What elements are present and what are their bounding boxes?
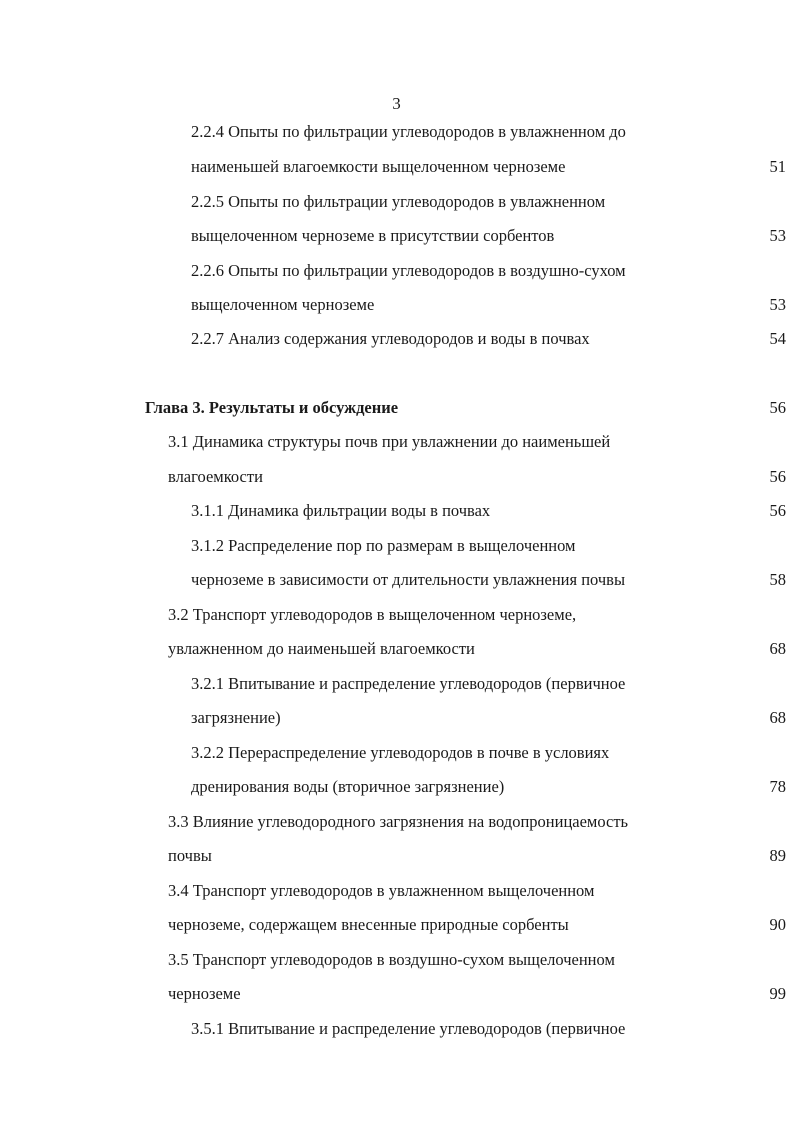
toc-page-number: 56 [769,398,786,417]
toc-entry-line: 3.5 Транспорт углеводородов в воздушно-сухом выщелоченном [168,950,615,969]
page-number: 3 [392,94,401,113]
toc-entry-line: 3.1.1 Динамика фильтрации воды в почвах [191,501,491,520]
toc-entry-line: 3.2 Транспорт углеводородов в выщелоченном черноземе, [168,605,577,624]
toc-entry-line: черноземе в зависимости от длительности увлажнения почвы [191,570,626,589]
toc-page-number: 68 [769,708,786,727]
toc-page-number: 51 [769,157,786,176]
toc-entry-line: 3.1.2 Распределение пор по размерам в выщелоченном [191,536,576,555]
toc-page-number: 68 [769,639,786,658]
toc-entry-line: 2.2.5 Опыты по фильтрации углеводородов в увлажненном [191,192,606,211]
toc-entry-line: черноземе [168,984,241,1003]
toc-entry-line: 3.1 Динамика структуры почв при увлажнении до наименьшей [168,432,611,451]
toc-chapter-heading: Глава 3. Результаты и обсуждение [145,398,399,417]
toc-entry-line: 3.2.2 Перераспределение углеводородов в почве в условиях [191,743,610,762]
toc-page-number: 89 [769,846,786,865]
toc-entry-line: черноземе, содержащем внесенные природные сорбенты [168,915,569,934]
toc-entry-line: 3.5.1 Впитывание и распределение углеводородов (первичное [191,1019,626,1038]
toc-page-number: 54 [769,329,786,348]
toc-page-number: 53 [769,295,786,314]
toc-entry-line: наименьшей влагоемкости выщелоченном черноземе [191,157,566,176]
toc-entry-line: 3.4 Транспорт углеводородов в увлажненном выщелоченном [168,881,595,900]
toc-entry-line: почвы [168,846,212,865]
toc-page-number: 99 [769,984,786,1003]
toc-entry-line: выщелоченном черноземе [191,295,375,314]
toc-page-number: 56 [769,501,786,520]
toc-entry-line: выщелоченном черноземе в присутствии сорбентов [191,226,555,245]
toc-entry-line: влагоемкости [168,467,263,486]
toc-entry-line: 2.2.6 Опыты по фильтрации углеводородов в воздушно-сухом [191,261,626,280]
toc-entry-line: 2.2.4 Опыты по фильтрации углеводородов в увлажненном до [191,122,626,141]
toc-page-number: 78 [769,777,786,796]
toc-entry-line: 2.2.7 Анализ содержания углеводородов и воды в почвах [191,329,590,348]
toc-entry-line: увлажненном до наименьшей влагоемкости [168,639,475,658]
toc-entry-line: дренирования воды (вторичное загрязнение) [191,777,505,796]
toc-page-number: 56 [769,467,786,486]
toc-entry-line: загрязнение) [191,708,281,727]
toc-entry-line: 3.3 Влияние углеводородного загрязнения на водопроницаемость [168,812,629,831]
toc-entry-line: 3.2.1 Впитывание и распределение углеводородов (первичное [191,674,626,693]
toc-page-number: 58 [769,570,786,589]
toc-page-number: 90 [769,915,786,934]
toc-page-number: 53 [769,226,786,245]
